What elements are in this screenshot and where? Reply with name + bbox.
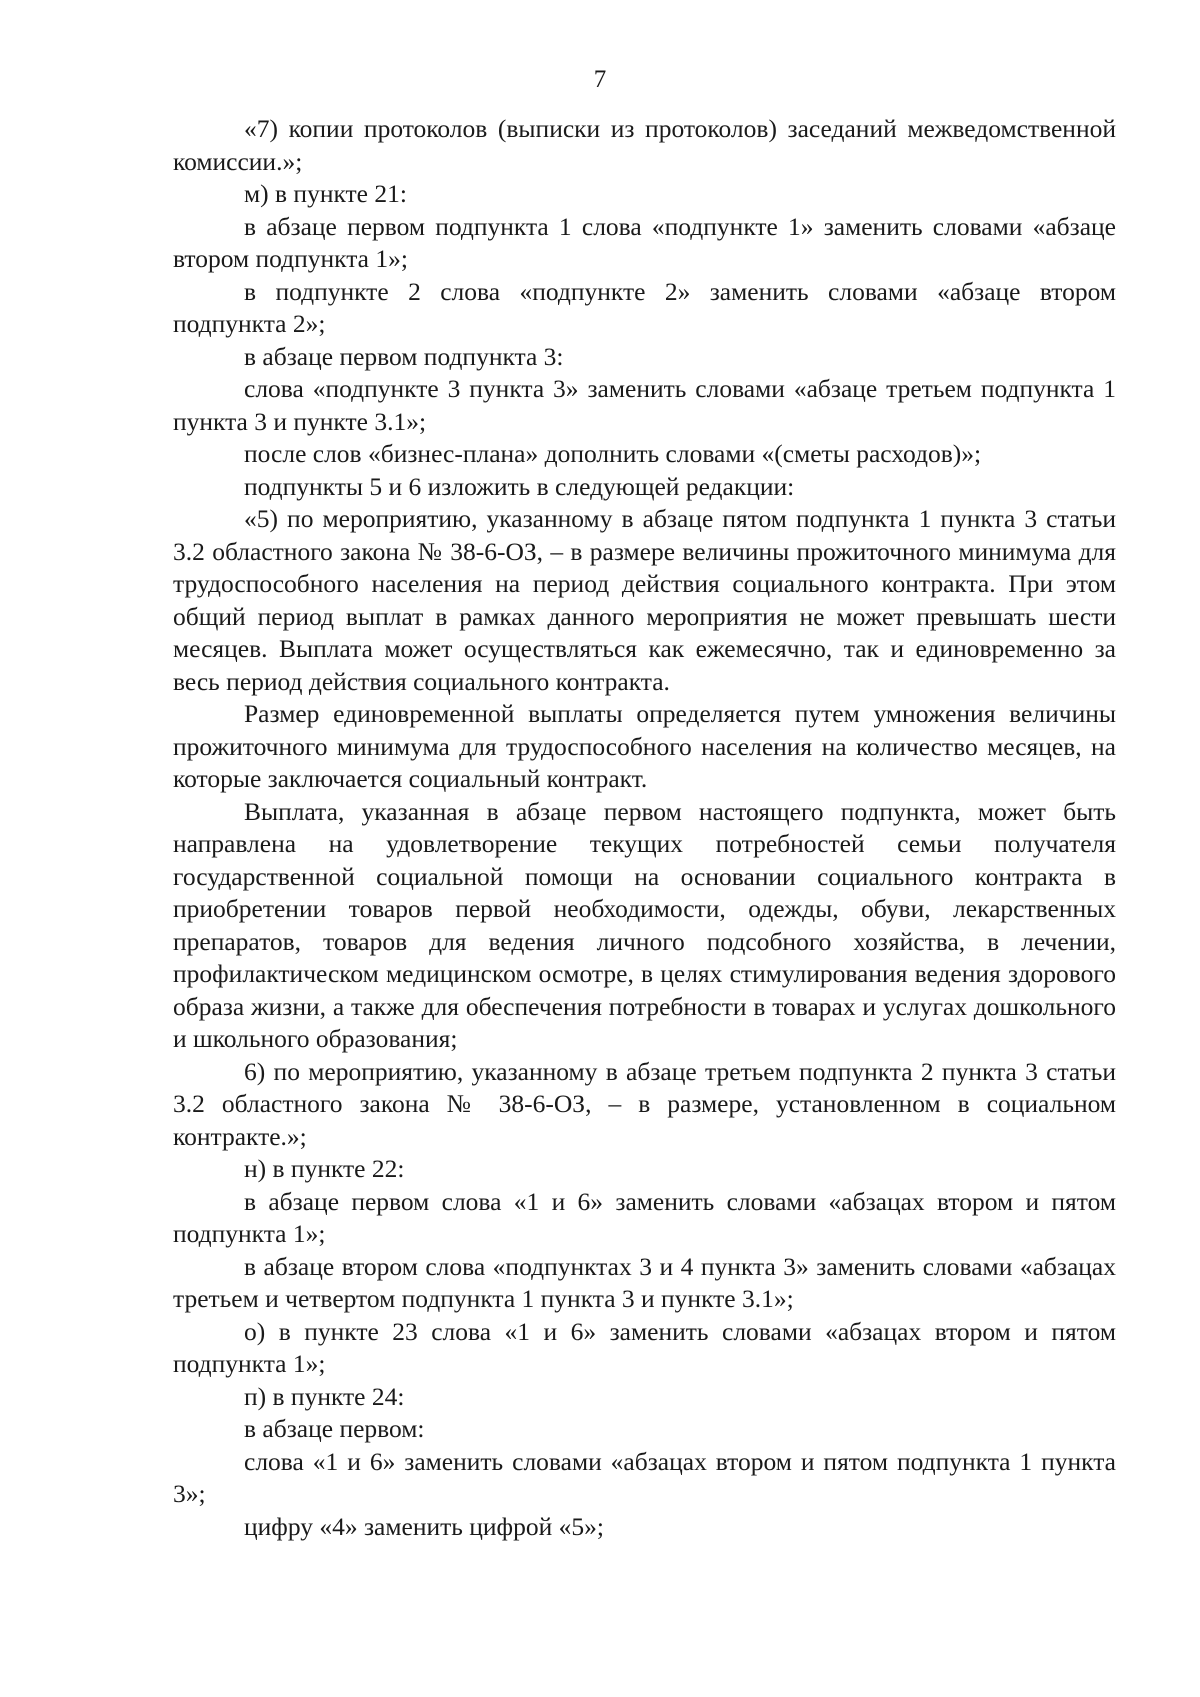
paragraph: в абзаце первом подпункта 3:	[244, 341, 564, 371]
paragraph: «7) копии протоколов (выписки из протоколов) заседаний межведомственной комиссии.»;	[173, 114, 1116, 176]
paragraph: в абзаце втором слова «подпунктах 3 и 4 пункта 3» заменить словами «абзацах третьем и четвертом подпункта 1 пункта 3 и пункте 3.1»;	[173, 1251, 1116, 1313]
paragraph: слова «1 и 6» заменить словами «абзацах втором и пятом подпункта 1 пункта 3»;	[173, 1446, 1116, 1508]
document-body	[173, 113, 1116, 1543]
paragraph: «5) по мероприятию, указанному в абзаце пятом подпункта 1 пункта 3 статьи 3.2 областного закона № 38-6-ОЗ, – в размере величины прожиточного минимума для трудоспособного населения на период действия социального контракта. При этом общий период выплат в рамках данного мероприятия не может превышать шести месяцев. Выплата может осуществляться как ежемесячно, так и единовременно за весь период действия социального контракта.	[173, 504, 1116, 696]
paragraph: 6) по мероприятию, указанному в абзаце третьем подпункта 2 пункта 3 статьи 3.2 областного закона № 38-6-ОЗ, – в размере, установленном в социальном контракте.»;	[173, 1056, 1116, 1151]
paragraph: Выплата, указанная в абзаце первом настоящего подпункта, может быть направлена на удовлетворение текущих потребностей семьи получателя государственной социальной помощи на основании социального контракта в приобретении товаров первой необходимости, одежды, обуви, лекарственных препаратов, товаров для ведения личного подсобного хозяйства, в лечении, профилактическом медицинском осмотре, в целях стимулирования ведения здорового образа жизни, а также для обеспечения потребности в товарах и услугах дошкольного и школьного образования;	[173, 796, 1116, 1053]
paragraph: цифру «4» заменить цифрой «5»;	[244, 1511, 604, 1541]
paragraph: в абзаце первом:	[244, 1414, 425, 1443]
paragraph: м) в пункте 21:	[244, 179, 407, 208]
paragraph: п) в пункте 24:	[244, 1381, 405, 1411]
paragraph: слова «подпункте 3 пункта 3» заменить словами «абзаце третьем подпункта 1 пункта 3 и пункте 3.1»;	[173, 374, 1116, 436]
page-number: 7	[593, 66, 607, 93]
paragraph: подпункты 5 и 6 изложить в следующей редакции:	[244, 471, 795, 501]
paragraph: н) в пункте 22:	[244, 1154, 405, 1183]
paragraph: после слов «бизнес-плана» дополнить словами «(сметы расходов)»;	[244, 439, 982, 468]
paragraph: Размер единовременной выплаты определяется путем умножения величины прожиточного минимума для трудоспособного населения на количество месяцев, на которые заключается социальный контракт.	[173, 699, 1116, 793]
paragraph: о) в пункте 23 слова «1 и 6» заменить словами «абзацах втором и пятом подпункта 1»;	[173, 1316, 1116, 1378]
paragraph: в подпункте 2 слова «подпункте 2» заменить словами «абзаце втором подпункта 2»;	[173, 276, 1116, 338]
paragraph: в абзаце первом слова «1 и 6» заменить словами «абзацах втором и пятом подпункта 1»;	[173, 1186, 1116, 1248]
paragraph: в абзаце первом подпункта 1 слова «подпункте 1» заменить словами «абзаце втором подпункта 1»;	[173, 211, 1116, 273]
